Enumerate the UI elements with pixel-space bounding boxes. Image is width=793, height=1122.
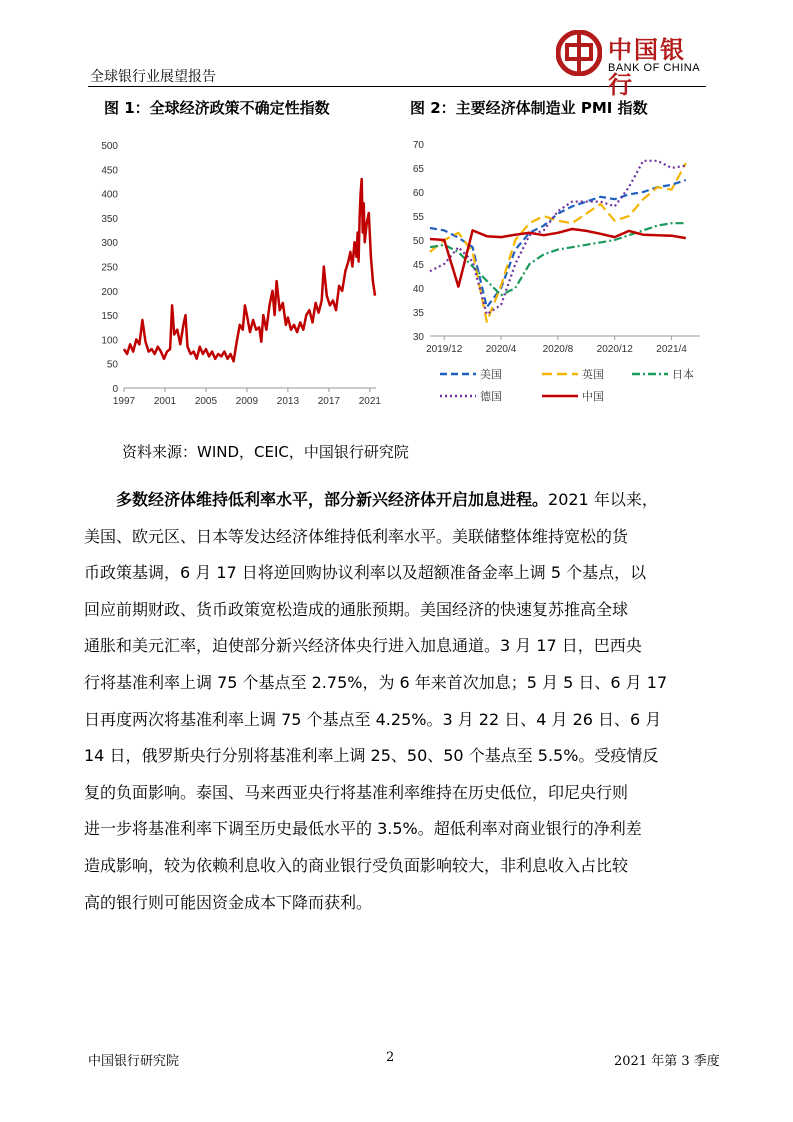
paragraph-line: 高的银行则可能因资金成本下降而获利。 xyxy=(84,892,373,912)
footer-page-number: 2 xyxy=(386,1050,395,1065)
x-tick-label: 2021/4 xyxy=(656,344,687,355)
y-tick-label: 200 xyxy=(101,286,118,298)
source-note: 资料来源：WIND，CEIC，中国银行研究院 xyxy=(122,443,409,461)
paragraph-line: 通胀和美元汇率，迫使部分新兴经济体央行进入加息通道。3 月 17 日，巴西央 xyxy=(84,636,642,656)
x-tick-label: 2021 xyxy=(358,396,381,407)
figure1-title: 图 1：全球经济政策不确定性指数 xyxy=(104,99,330,117)
paragraph-lead: 多数经济体维持低利率水平，部分新兴经济体开启加息进程。 xyxy=(116,490,549,509)
y-tick-label: 65 xyxy=(412,164,424,175)
y-tick-label: 50 xyxy=(106,359,118,371)
y-tick-label: 70 xyxy=(412,140,424,151)
legend-label: 美国 xyxy=(480,369,502,381)
y-tick-label: 150 xyxy=(101,311,118,323)
figure1-chart xyxy=(80,130,400,420)
paragraph-line: 行将基准利率上调 75 个基点至 2.75%，为 6 年来首次加息；5 月 5 日、6 月 17 xyxy=(84,672,668,692)
y-tick-label: 500 xyxy=(101,141,118,152)
paragraph-line: 复的负面影响。泰国、马来西亚央行将基准利率维持在历史低位，印尼央行则 xyxy=(84,782,629,802)
footer-period: 2021 年第 3 季度 xyxy=(614,1054,720,1069)
legend-label: 日本 xyxy=(672,369,694,381)
bank-logo xyxy=(556,28,711,99)
y-tick-label: 0 xyxy=(112,384,118,395)
y-tick-label: 350 xyxy=(101,213,118,225)
paragraph-line: 14 日，俄罗斯央行分别将基准利率上调 25、50、50 个基点至 5.5%。受疫情反 xyxy=(84,746,659,766)
pmi-line-中国 xyxy=(430,229,686,287)
paragraph-line: 造成影响，较为依赖利息收入的商业银行受负面影响较大，非利息收入占比较 xyxy=(84,855,629,875)
y-tick-label: 400 xyxy=(101,189,118,201)
x-tick-label: 2020/12 xyxy=(596,344,633,355)
y-tick-label: 45 xyxy=(412,260,424,271)
x-tick-label: 2009 xyxy=(235,396,259,407)
y-tick-label: 55 xyxy=(412,212,424,223)
y-tick-label: 35 xyxy=(412,308,424,319)
paragraph-line: 进一步将基准利率下调至历史最低水平的 3.5%。超低利率对商业银行的净利差 xyxy=(84,819,642,839)
pmi-line-德国 xyxy=(430,161,686,315)
x-tick-label: 2001 xyxy=(153,396,177,407)
y-tick-label: 50 xyxy=(412,236,424,247)
body-paragraph xyxy=(84,482,720,921)
y-tick-label: 60 xyxy=(412,188,424,199)
y-tick-label: 300 xyxy=(101,238,118,250)
y-tick-label: 250 xyxy=(101,262,118,274)
bank-of-china-logo-icon xyxy=(556,30,602,76)
footer-org: 中国银行研究院 xyxy=(88,1054,180,1069)
y-tick-label: 450 xyxy=(101,165,118,177)
paragraph-line: 日再度两次将基准利率上调 75 个基点至 4.25%。3 月 22 日、4 月 26 日、6 月 xyxy=(84,709,662,729)
x-tick-label: 2013 xyxy=(276,396,300,407)
y-tick-label: 30 xyxy=(412,332,424,343)
legend-label: 中国 xyxy=(582,391,604,403)
figure2-title: 图 2：主要经济体制造业 PMI 指数 xyxy=(410,99,648,117)
x-tick-label: 1997 xyxy=(112,396,136,407)
x-tick-label: 2020/4 xyxy=(485,344,517,355)
paragraph-line-text: 2021 年以来， xyxy=(548,490,658,509)
x-tick-label: 2019/12 xyxy=(426,344,463,355)
paragraph-line: 回应前期财政、货币政策宽松造成的通胀预期。美国经济的快速复苏推高全球 xyxy=(84,599,629,619)
x-tick-label: 2020/8 xyxy=(542,344,574,355)
uncertainty-index-line xyxy=(124,179,375,361)
paragraph-line xyxy=(84,482,720,519)
x-tick-label: 2017 xyxy=(317,396,341,407)
y-tick-label: 100 xyxy=(101,335,118,347)
legend-label: 英国 xyxy=(582,369,604,381)
report-title: 全球银行业展望报告 xyxy=(90,69,216,85)
y-tick-label: 40 xyxy=(412,284,424,295)
paragraph-line: 币政策基调，6 月 17 日将逆回购协议利率以及超额准备金率上调 5 个基点，以 xyxy=(84,563,647,583)
paragraph-line: 美国、欧元区、日本等发达经济体维持低利率水平。美联储整体维持宽松的货 xyxy=(84,526,629,546)
logo-english-text: BANK OF CHINA xyxy=(608,62,701,74)
legend-label: 德国 xyxy=(480,391,502,403)
x-tick-label: 2005 xyxy=(194,396,218,407)
figure2-chart xyxy=(400,130,720,420)
logo-chinese-text: 中国银行 xyxy=(608,36,686,99)
